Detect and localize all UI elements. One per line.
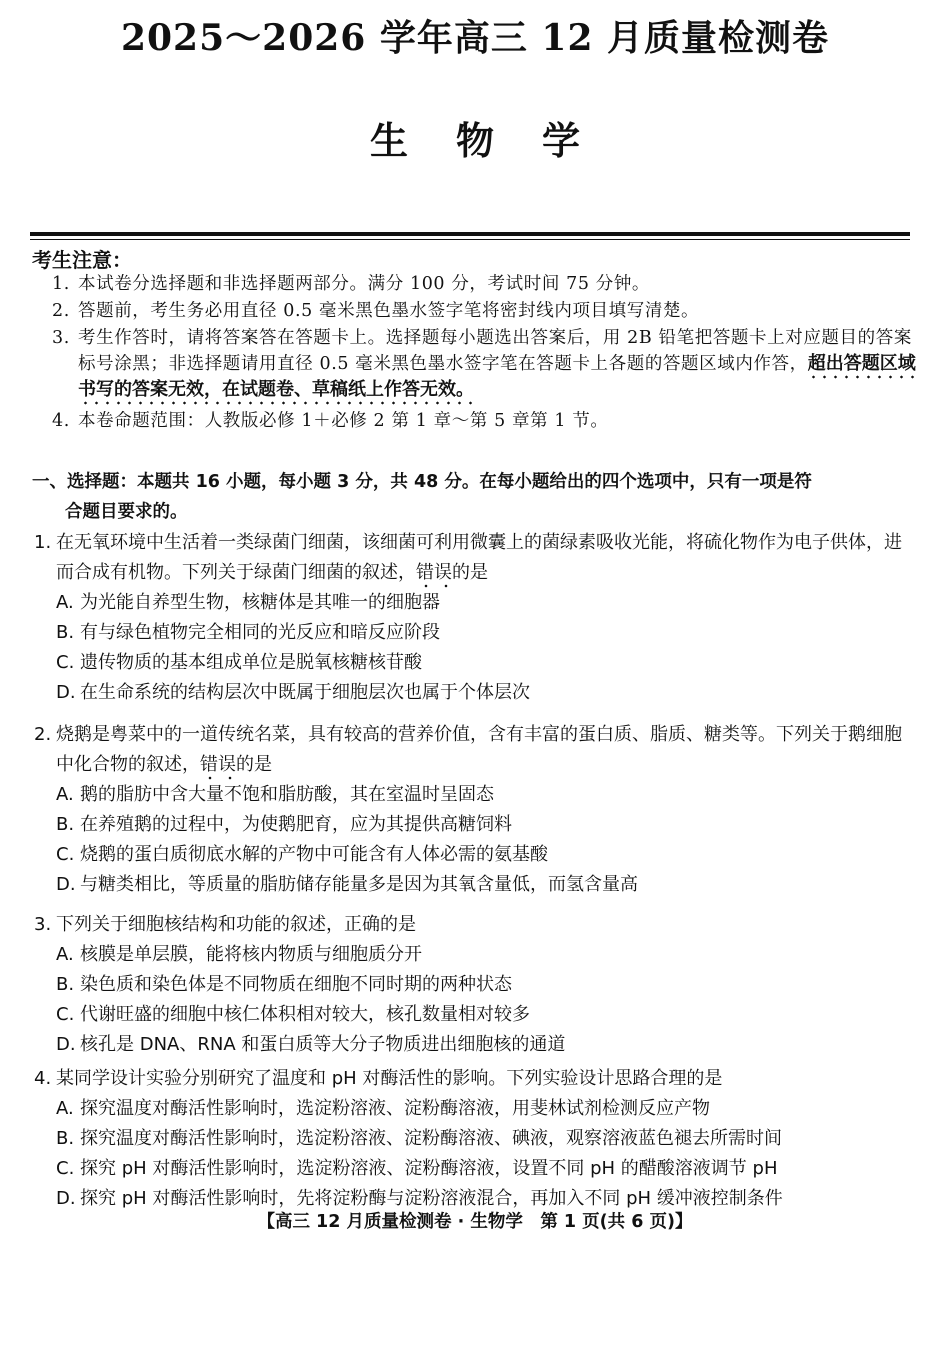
- option-label: C.: [56, 1158, 75, 1179]
- option-a: [34, 940, 919, 970]
- option-b: [34, 970, 919, 1000]
- question-1: [34, 528, 919, 708]
- notice-number: 1.: [52, 274, 70, 294]
- exam-title: 2025～2026 学年高三 12 月质量检测卷: [120, 17, 830, 59]
- option-text: 与糖类相比，等质量的脂肪储存能量多是因为其氧含量低，而氢含量高: [80, 874, 638, 895]
- option-label: D.: [56, 1188, 76, 1209]
- question-4: [34, 1064, 919, 1214]
- notice-list: [52, 272, 917, 434]
- notice-item: [52, 409, 917, 434]
- question-number: 3.: [34, 914, 52, 935]
- question-stem: [34, 528, 919, 588]
- option-a: [34, 588, 919, 618]
- option-label: B.: [56, 1128, 75, 1149]
- question-stem: [34, 1064, 919, 1094]
- notice-text: 本卷命题范围：人教版必修 1＋必修 2 第 1 章～第 5 章第 1 节。: [78, 411, 609, 431]
- notice-text: 本试卷分选择题和非选择题两部分。满分 100 分，考试时间 75 分钟。: [78, 274, 651, 294]
- header-rule-thin: [30, 239, 910, 240]
- option-b: [34, 1124, 919, 1154]
- option-d: [34, 870, 919, 900]
- option-text: 探究温度对酶活性影响时，选淀粉溶液、淀粉酶溶液，用斐林试剂检测反应产物: [80, 1098, 710, 1119]
- option-label: C.: [56, 844, 75, 865]
- option-text: 在生命系统的结构层次中既属于细胞层次也属于个体层次: [80, 682, 530, 703]
- notice-number: 3.: [52, 328, 70, 348]
- option-text: 在养殖鹅的过程中，为使鹅肥育，应为其提供高糖饲料: [80, 814, 512, 835]
- option-text: 烧鹅的蛋白质彻底水解的产物中可能含有人体必需的氨基酸: [80, 844, 548, 865]
- option-d: [34, 678, 919, 708]
- notice-text: 考生作答时，请将答案答在答题卡上。选择题每小题选出答案后，用 2B 铅笔把答题卡上对应题目的答案标号涂黑；非选择题请用直径 0.5 毫米黑色墨水签字笔在答题卡上各题的答题区域内作答，: [78, 328, 912, 374]
- stem-text: 烧鹅是粤菜中的一道传统名菜，具有较高的营养价值，含有丰富的蛋白质、脂质、糖类等。下列关于鹅细胞中化合物的叙述，: [56, 724, 902, 775]
- option-text: 核膜是单层膜，能将核内物质与细胞质分开: [80, 944, 422, 965]
- section-heading: [32, 467, 917, 527]
- option-label: B.: [56, 974, 75, 995]
- option-label: B.: [56, 814, 75, 835]
- option-text: 探究 pH 对酶活性影响时，先将淀粉酶与淀粉溶液混合，再加入不同 pH 缓冲液控制条件: [80, 1188, 783, 1209]
- option-text: 鹅的脂肪中含大量不饱和脂肪酸，其在室温时呈固态: [80, 784, 494, 805]
- notice-number: 2.: [52, 301, 70, 321]
- section-heading-line: 一、选择题：本题共 16 小题，每小题 3 分，共 48 分。在每小题给出的四个选项中，只有一项是符: [32, 472, 812, 492]
- notice-item: [52, 299, 917, 324]
- subject-title: 生物学: [369, 118, 628, 163]
- question-3: [34, 910, 919, 1060]
- option-a: [34, 780, 919, 810]
- option-label: D.: [56, 1034, 76, 1055]
- option-text: 核孔是 DNA、RNA 和蛋白质等大分子物质进出细胞核的通道: [80, 1034, 566, 1055]
- stem-text: 的是: [452, 562, 488, 583]
- question-stem: [34, 910, 919, 940]
- option-c: [34, 648, 919, 678]
- stem-emphasis: 错误: [416, 562, 452, 589]
- option-label: D.: [56, 682, 76, 703]
- question-number: 1.: [34, 532, 52, 553]
- option-label: C.: [56, 1004, 75, 1025]
- option-b: [34, 810, 919, 840]
- stem-text: 下列关于细胞核结构和功能的叙述，正确的是: [56, 914, 416, 935]
- notice-number: 4.: [52, 411, 70, 431]
- option-a: [34, 1094, 919, 1124]
- option-text: 代谢旺盛的细胞中核仁体积相对较大，核孔数量相对较多: [80, 1004, 530, 1025]
- option-c: [34, 1154, 919, 1184]
- option-label: A.: [56, 592, 74, 613]
- option-text: 探究 pH 对酶活性影响时，选淀粉溶液、淀粉酶溶液，设置不同 pH 的醋酸溶液调节 pH: [80, 1158, 778, 1179]
- option-label: C.: [56, 652, 75, 673]
- option-text: 有与绿色植物完全相同的光反应和暗反应阶段: [80, 622, 440, 643]
- option-text: 探究温度对酶活性影响时，选淀粉溶液、淀粉酶溶液、碘液，观察溶液蓝色褪去所需时间: [80, 1128, 782, 1149]
- option-b: [34, 618, 919, 648]
- option-label: B.: [56, 622, 75, 643]
- notice-item: [52, 326, 917, 403]
- option-text: 为光能自养型生物，核糖体是其唯一的细胞器: [80, 592, 440, 613]
- option-label: A.: [56, 1098, 74, 1119]
- option-c: [34, 840, 919, 870]
- question-stem: [34, 720, 919, 780]
- option-label: A.: [56, 784, 74, 805]
- stem-text: 在无氧环境中生活着一类绿菌门细菌，该细菌可利用微囊上的菌绿素吸收光能，将硫化物作为电子供体，进而合成有机物。下列关于绿菌门细菌的叙述，: [56, 532, 902, 583]
- option-label: A.: [56, 944, 74, 965]
- page-footer: 【高三 12 月质量检测卷 · 生物学 第 1 页(共 6 页)】: [257, 1212, 693, 1232]
- notice-item: [52, 272, 917, 297]
- option-d: [34, 1030, 919, 1060]
- notice-emphasis: 超出答题区域书写的答案无效，在试题卷、草稿纸上作答无效。: [78, 353, 916, 406]
- notice-heading: 考生注意：: [32, 248, 132, 272]
- stem-text: 的是: [236, 754, 272, 775]
- question-2: [34, 720, 919, 900]
- question-number: 2.: [34, 724, 52, 745]
- option-label: D.: [56, 874, 76, 895]
- option-c: [34, 1000, 919, 1030]
- stem-emphasis: 错误: [200, 754, 236, 781]
- stem-text: 某同学设计实验分别研究了温度和 pH 对酶活性的影响。下列实验设计思路合理的是: [56, 1068, 723, 1089]
- section-heading-line: 合题目要求的。: [65, 502, 188, 522]
- option-text: 染色质和染色体是不同物质在细胞不同时期的两种状态: [80, 974, 512, 995]
- option-text: 遗传物质的基本组成单位是脱氧核糖核苷酸: [80, 652, 422, 673]
- question-number: 4.: [34, 1068, 52, 1089]
- header-rule-thick: [30, 232, 910, 236]
- notice-text: 答题前，考生务必用直径 0.5 毫米黑色墨水签字笔将密封线内项目填写清楚。: [78, 301, 700, 321]
